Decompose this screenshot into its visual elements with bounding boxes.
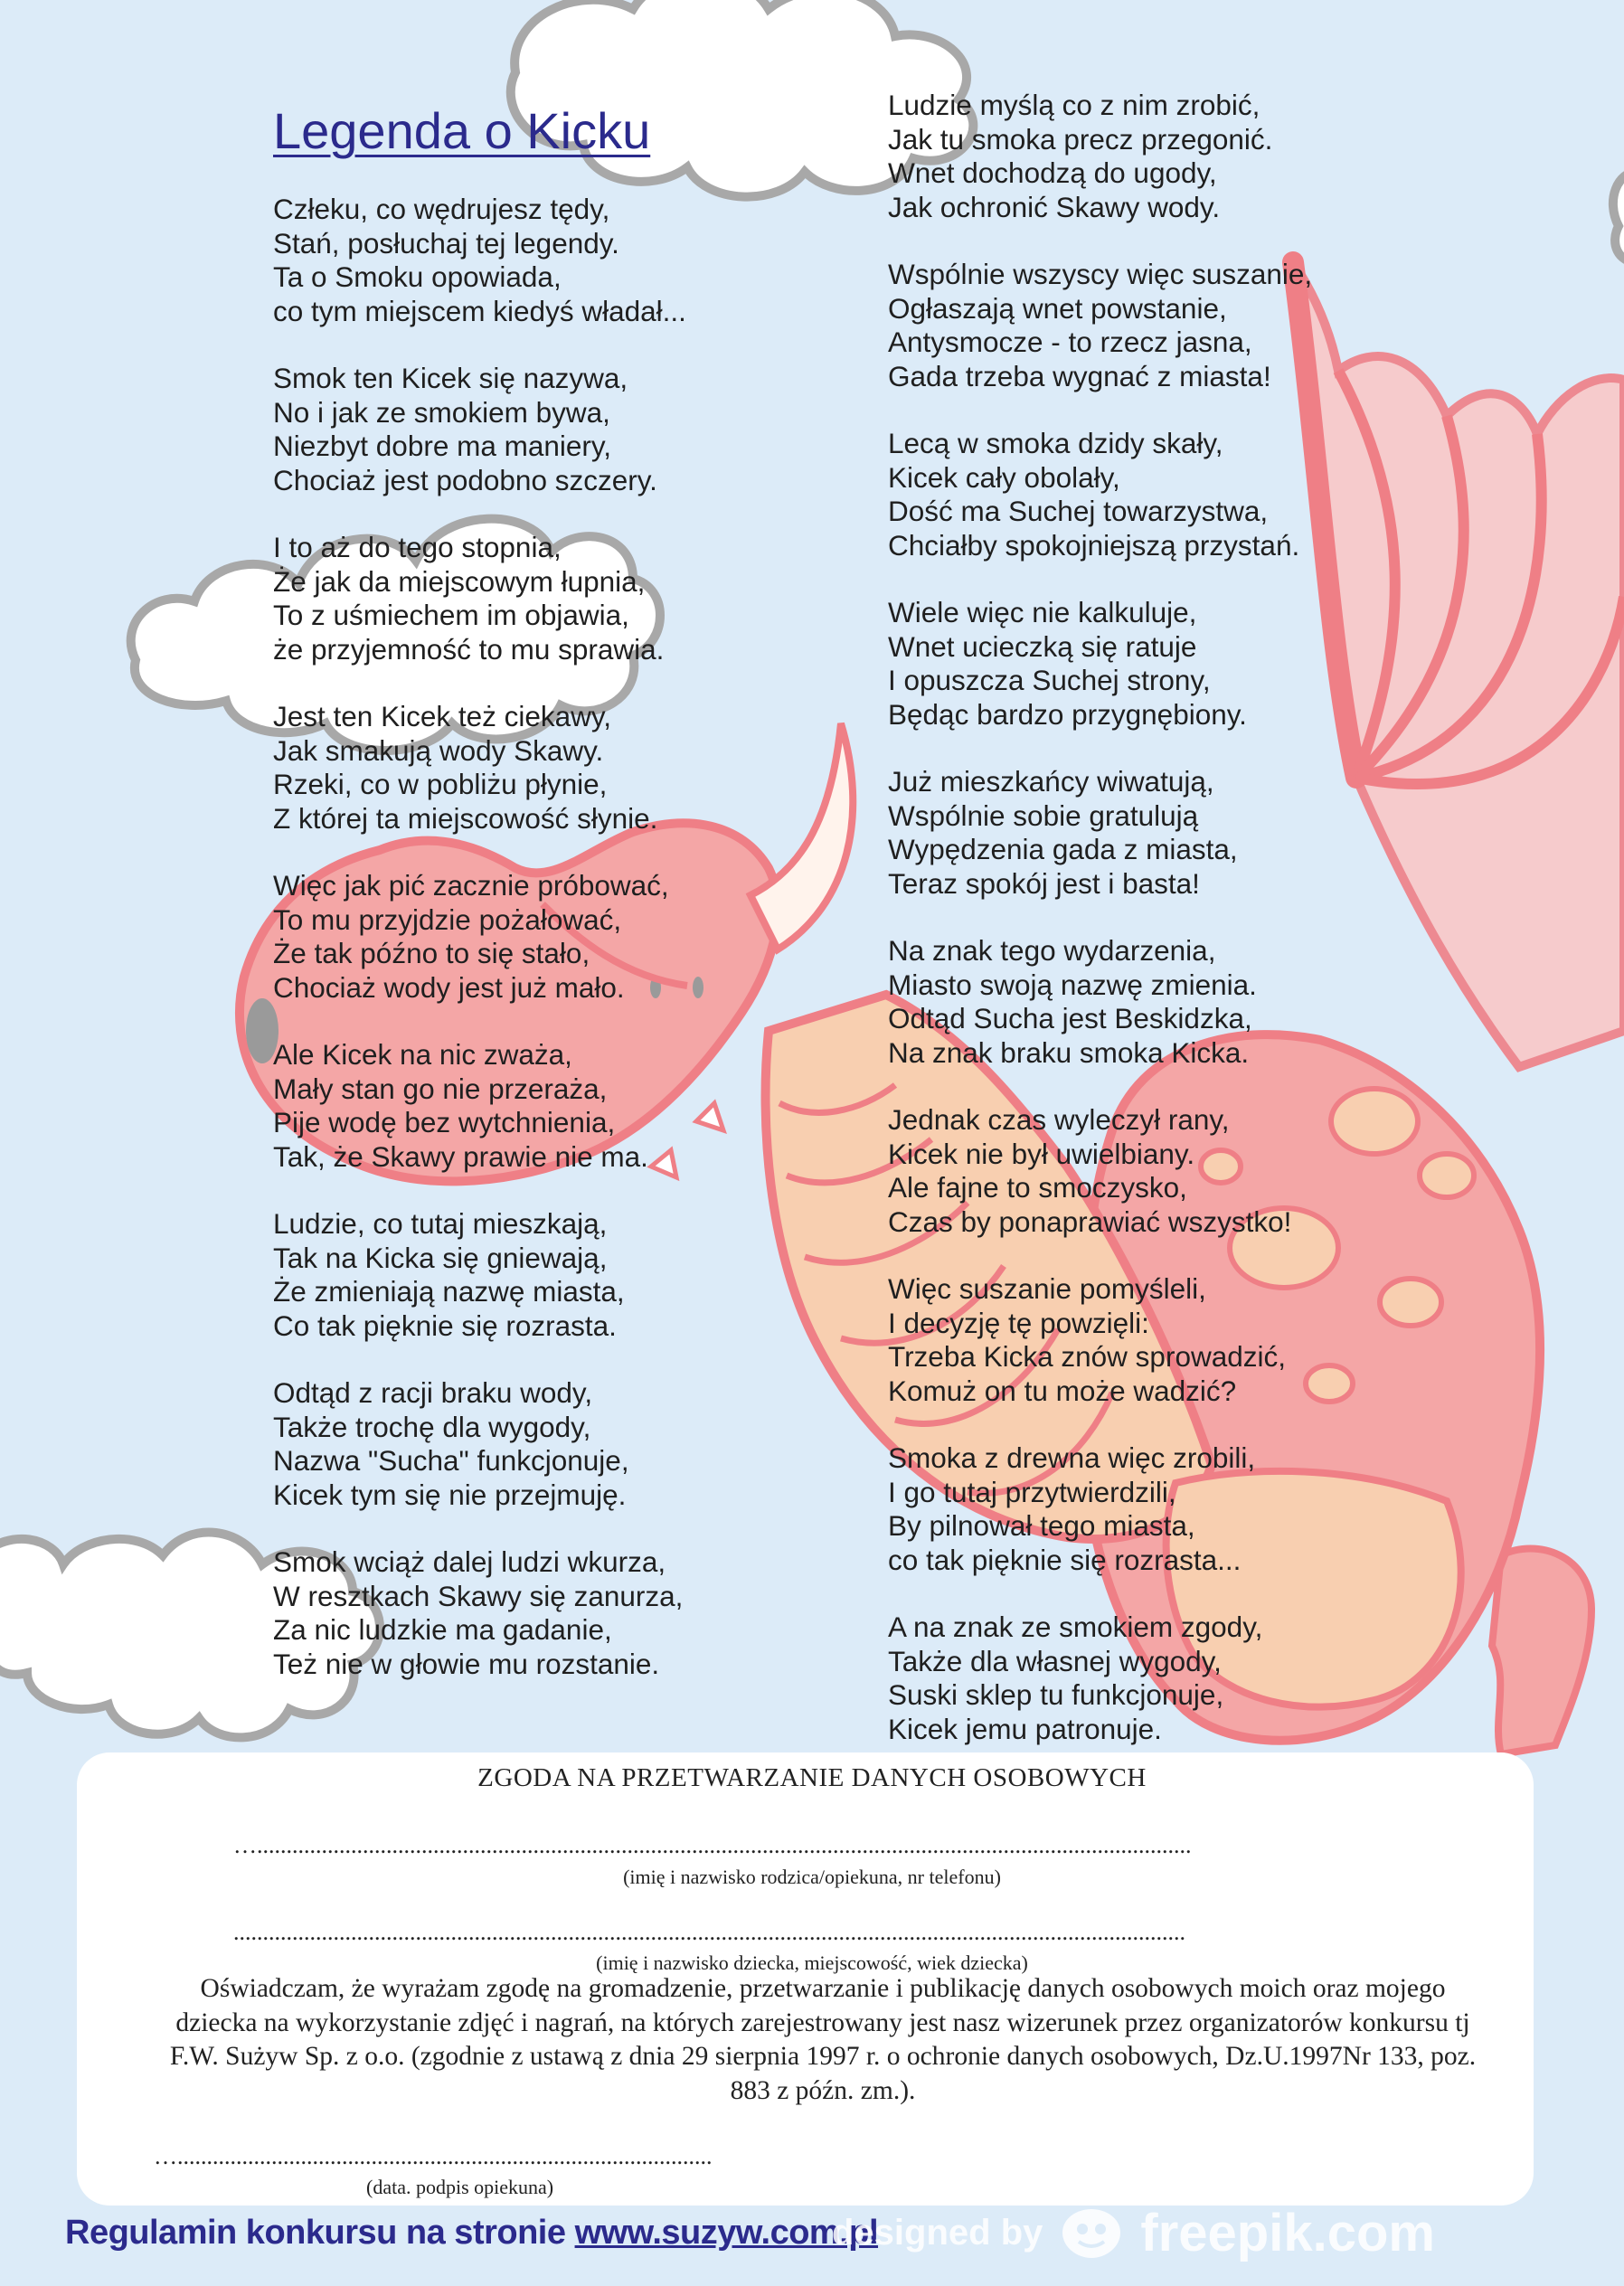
contest-rules-text: Regulamin konkursu na stronie [65,2214,575,2252]
poem-verse: Ale Kicek na nic zważa, [273,1038,572,1071]
poem-column-right [888,89,1430,1780]
left-stanza [273,1545,779,1681]
poem-verse: Tak, że Skawy prawie nie ma. [273,1139,648,1173]
poem-verse: Smoka z drewna więc zrobili, [888,1441,1256,1474]
right-stanza [888,427,1430,562]
credit-designed-by: designed by [832,2213,1043,2253]
consent-statement: Oświadczam, że wyrażam zgodę na gromadzenie, przetwarzanie i publikację danych osobowych moich oraz mojego dziecka na wykorzystanie zdjęć i nagrań, na których zarejestrowany jest nasz wizerunek przez organizatorów konkursu tj F.W. Sużyw Sp. z o.o. (zgodnie z ustawą z dnia 29 sierpnia 1997 r. o ochronie danych osobowych, Dz.U.1997Nr 133, poz. 883 z późn. zm.). [169,1974,1477,2105]
poem-verse: Wiele więc nie kalkuluje, [888,596,1197,628]
right-stanza [888,1103,1430,1239]
poem-verse: Że zmieniają nazwę miasta, [273,1275,625,1308]
poem-verse: Pije wodę bez wytchnienia, [273,1106,616,1138]
poem-verse: Będąc bardzo przygnębiony. [888,697,1247,731]
poem-verse: Kicek tym się nie przejmuję. [273,1478,627,1511]
poem-verse: Dość ma Suchej towarzystwa, [888,495,1269,527]
cloud-right-edge [1613,172,1624,262]
poem-verse: Suski sklep tu funkcjonuje, [888,1678,1224,1711]
poem-title: Legenda o Kicku [273,102,651,159]
consent-form-title: ZGODA NA PRZETWARZANIE DANYCH OSOBOWYCH [477,1763,1147,1792]
left-stanza [273,362,779,497]
poem-verse: Kicek nie był uwielbiany. [888,1137,1195,1170]
poem-verse: Też nie w głowie mu rozstanie. [273,1647,660,1680]
poem-verse: Za nic ludzkie ma gadanie, [273,1613,612,1646]
poem-verse: Na znak tego wydarzenia, [888,934,1216,967]
child-name-caption: (imię i nazwisko dziecka, miejscowość, wiek dziecka) [596,1951,1028,1974]
poem-verse: To mu przyjdzie pożałować, [273,902,622,936]
poem-verse: W resztkach Skawy się zanurza, [273,1579,684,1612]
poem-verse: Jak smakują wody Skawy. [273,733,604,767]
poem-verse: Kicek jemu patronuje. [888,1712,1162,1745]
left-stanza [273,1376,779,1512]
poem-verse: Ta o Smoku opowiada, [273,260,562,293]
poem-verse: Smok ten Kicek się nazywa, [273,362,628,394]
poem-verse: co tym miejscem kiedyś władał... [273,294,686,327]
right-stanza [888,596,1430,732]
poem-verse: Jak ochronić Skawy wody. [888,190,1221,223]
freepik-logo-icon [1055,2206,1128,2262]
left-stanza [273,1207,779,1343]
right-stanza [888,1441,1430,1577]
parent-name-caption: (imię i nazwisko rodzica/opiekuna, nr telefonu) [623,1866,1001,1888]
poem-verse: Miasto swoją nazwę zmienia. [888,968,1257,1001]
poem-verse: Jak tu smoka precz przegonić. [888,122,1273,156]
left-stanza [273,531,779,666]
poem-verse: Wspólnie sobie gratulują [888,798,1199,832]
poem-verse: Jest ten Kicek też ciekawy, [273,700,612,732]
poem-verse: Chciałby spokojniejszą przystań. [888,528,1300,562]
poem-verse: To z uśmiechem im objawia, [273,599,629,631]
right-stanza [888,765,1430,901]
poem-verse: Trzeba Kicka znów sprowadzić, [888,1340,1287,1373]
poem-verse: A na znak ze smokiem zgody, [888,1611,1263,1643]
left-stanza [273,869,779,1005]
poem-column-left [273,193,779,1714]
poem-verse: Jednak czas wyleczył rany, [888,1103,1230,1136]
right-stanza [888,1272,1430,1408]
poem-verse: Stań, posłuchaj tej legendy. [273,226,619,260]
parent-name-field[interactable]: …............................................................................................................................................................... [233,1832,1192,1858]
poem-verse: Teraz spokój jest i basta! [888,866,1200,900]
poem-verse: Na znak braku smoka Kicka. [888,1035,1250,1069]
contest-rules-footer [65,2214,878,2253]
poem-verse: Ludzie, co tutaj mieszkają, [273,1207,608,1240]
poem-verse: Z której ta miejscowość słynie. [273,801,658,835]
poem-verse: Antysmocze - to rzecz jasna, [888,326,1252,358]
left-stanza [273,700,779,836]
poem-verse: Ludzie myślą co z nim zrobić, [888,89,1260,121]
poem-verse: Komuż on tu może wadzić? [888,1374,1237,1407]
poem-verse: że przyjemność to mu sprawia. [273,632,665,666]
poem-verse: Niezbyt dobre ma maniery, [273,430,612,462]
poem-verse: I opuszcza Suchej strony, [888,664,1211,696]
poem-verse: Gada trzeba wygnać z miasta! [888,359,1271,392]
poem-verse: Wnet dochodzą do ugody, [888,156,1217,189]
poem-verse: Co tak pięknie się rozrasta. [273,1308,617,1342]
poem-verse: I go tutaj przytwierdzili, [888,1475,1176,1508]
poem-verse: Już mieszkańcy wiwatują, [888,765,1214,798]
poem-verse: Lecą w smoka dzidy skały, [888,427,1223,459]
signature-field[interactable]: …........................................................................................... [154,2143,713,2169]
poem-verse: Że tak późno to się stało, [273,937,590,969]
poem-verse: Więc jak pić zacznie próbować, [273,869,669,902]
poem-verse: I to aż do tego stopnia, [273,531,562,563]
poem-verse: Mały stan go nie przeraża, [273,1072,608,1105]
poem-verse: Smok wciąż dalej ludzi wkurza, [273,1545,666,1578]
poem-verse: Nazwa "Sucha" funkcjonuje, [273,1444,629,1477]
poem-verse: Także trochę dla wygody, [273,1410,591,1443]
poem-verse: I decyzję tę powzięli: [888,1306,1149,1339]
poem-verse: Odtąd Sucha jest Beskidzka, [888,1002,1252,1034]
website-link[interactable]: www.suzyw.com.pl [574,2214,879,2252]
poem-verse: Ogłaszają wnet powstanie, [888,291,1227,325]
signature-caption: (data. podpis opiekuna) [366,2176,554,2198]
poem-verse: Że jak da miejscowym łupnia, [273,564,646,598]
poem-verse: Odtąd z racji braku wody, [273,1376,593,1409]
right-stanza [888,258,1430,393]
right-stanza [888,1611,1430,1746]
right-stanza [888,934,1430,1070]
poem-verse: Wspólnie wszyscy więc suszanie, [888,258,1313,290]
left-stanza [273,1038,779,1174]
poem-verse: By pilnował tego miasta, [888,1509,1195,1542]
right-stanza [888,89,1430,224]
poem-verse: Wnet ucieczką się ratuje [888,629,1197,663]
poem-verse: No i jak ze smokiem bywa, [273,395,610,429]
poem-verse: co tak pięknie się rozrasta... [888,1543,1242,1576]
poem-verse: Także dla własnej wygody, [888,1644,1222,1677]
poem-verse: Czas by ponaprawiać wszystko! [888,1204,1292,1238]
poem-verse: Kicek cały obolały, [888,460,1120,494]
left-stanza [273,193,779,328]
poem-verse: Chociaż wody jest już mało. [273,970,625,1004]
poem-verse: Człeku, co wędrujesz tędy, [273,193,610,225]
poem-verse: Ale fajne to smoczysko, [888,1171,1187,1204]
credit-brand: freepik.com [1140,2204,1435,2262]
poem-verse: Chociaż jest podobno szczery. [273,463,657,496]
child-name-field[interactable]: .................................................................................................................................................................. [233,1919,1185,1945]
poem-verse: Więc suszanie pomyśleli, [888,1272,1206,1305]
poem-verse: Rzeki, co w pobliżu płynie, [273,768,608,800]
poem-verse: Wypędzenia gada z miasta, [888,833,1238,865]
poem-verse: Tak na Kicka się gniewają, [273,1241,608,1274]
freepik-credit [832,2203,1435,2263]
